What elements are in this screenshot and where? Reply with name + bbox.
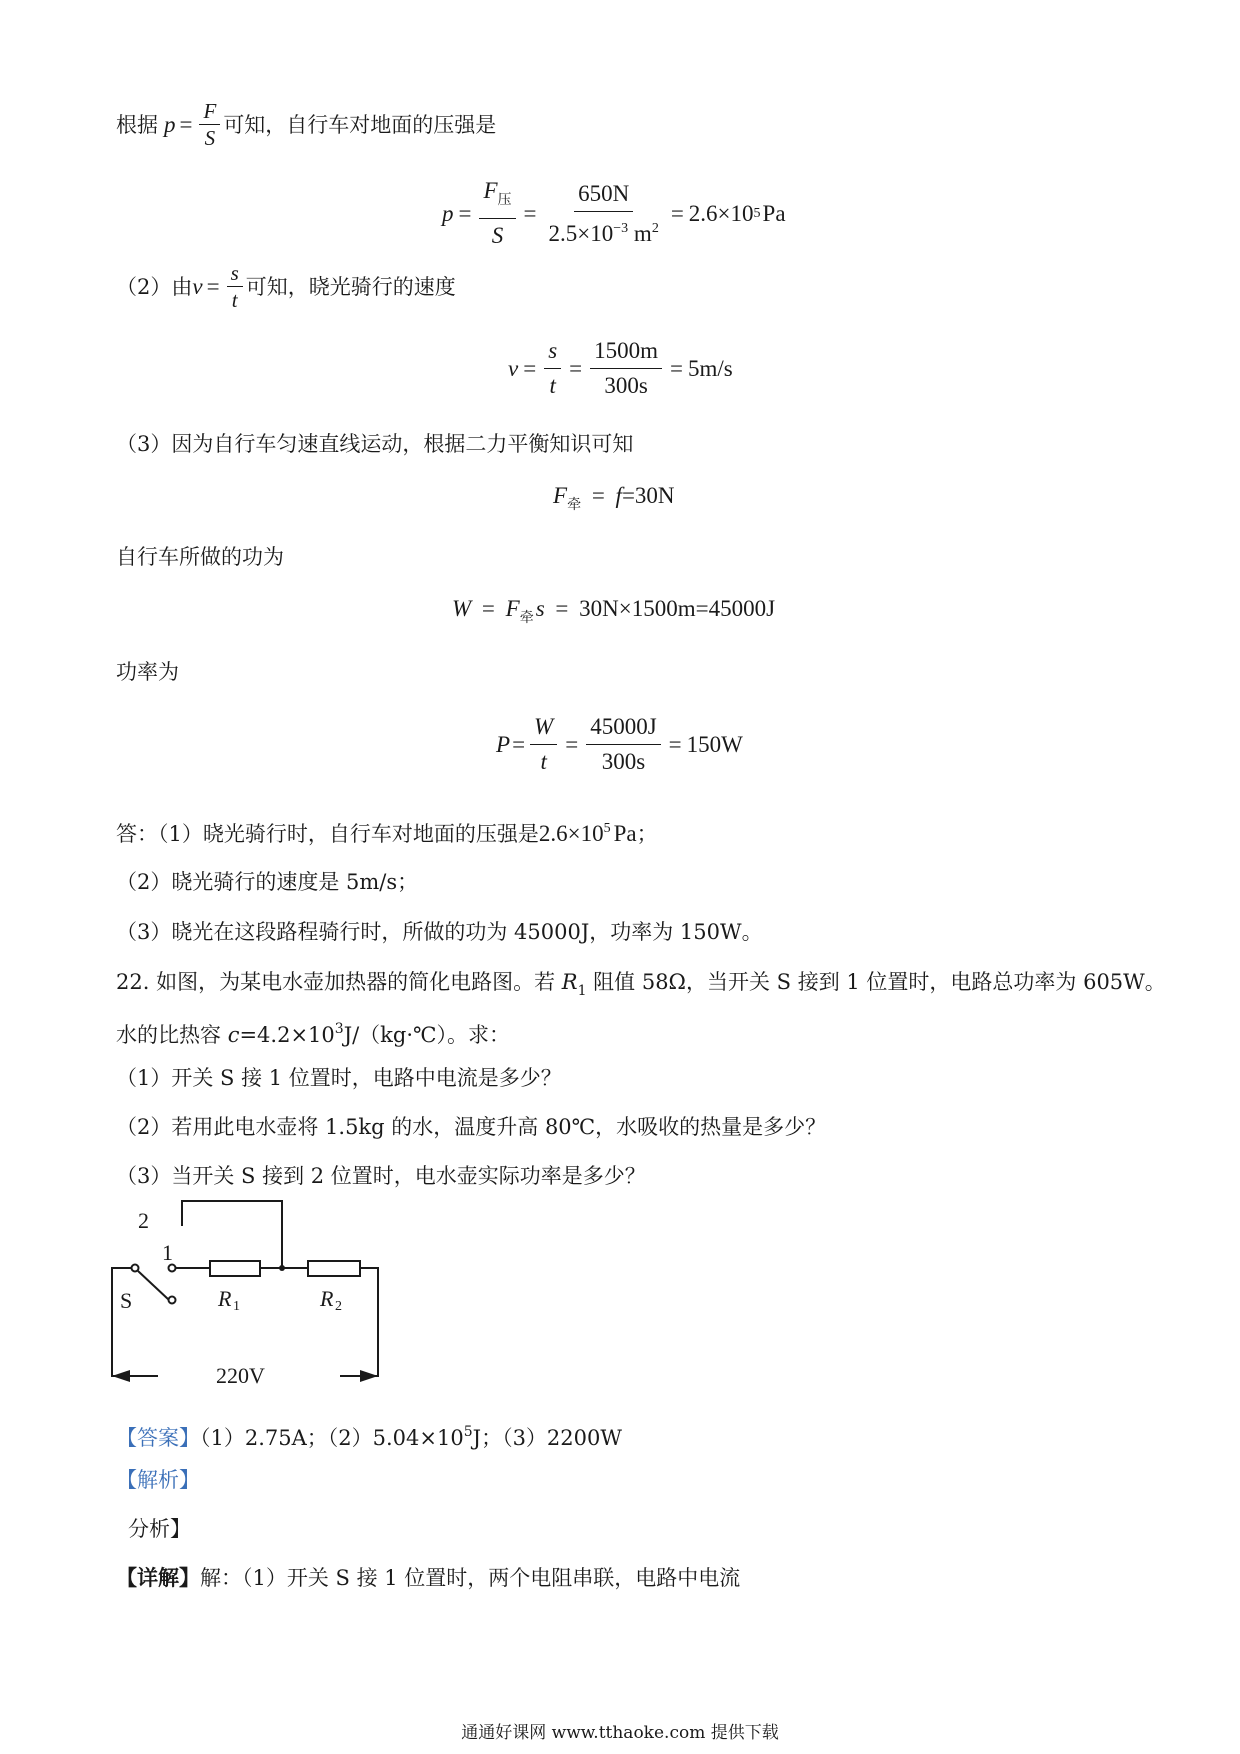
eq1-S: S: [491, 223, 504, 248]
q22-line2-c: J/（kg·℃）。求：: [343, 1023, 511, 1047]
equation-work: [452, 596, 775, 627]
answer-3: （3）晓光在这段路程骑行时，所做的功为 45000J，功率为 150W。: [116, 920, 763, 944]
eq5-W: W: [530, 712, 557, 745]
r2-label: R: [320, 1286, 334, 1311]
question-22-q3: （3）当开关 S 接到 2 位置时，电水壶实际功率是多少？: [116, 1164, 646, 1188]
r1-label: R: [218, 1286, 232, 1311]
analysis-tag: 【解析】: [116, 1468, 200, 1492]
eq4-s: s: [535, 596, 545, 621]
eq1-num: 650N: [574, 179, 633, 212]
eq1-den-a: 2.5×10: [548, 220, 614, 246]
eq5-eq3: =: [668, 731, 682, 757]
intro-fraction: [199, 100, 220, 149]
r1-sub: 1: [233, 1299, 240, 1314]
q22-line2-a: 水的比热容: [116, 1023, 228, 1047]
q22-line2-b: =4.2×10: [239, 1023, 335, 1047]
answer-exp: 5: [463, 1424, 473, 1440]
eq2-s: s: [544, 336, 561, 369]
intro-frac-den: S: [204, 126, 216, 150]
eq5-P: P: [496, 731, 511, 757]
step2-t: t: [231, 288, 238, 312]
step3-line: （3）因为自行车匀速直线运动，根据二力平衡知识可知: [116, 432, 634, 456]
eq3-f: f: [615, 483, 622, 508]
intro-eq-sign: =: [179, 111, 193, 137]
eq1-F: F: [483, 178, 498, 203]
answer-text-2: J；（3）2200W: [472, 1426, 622, 1450]
equation-force: [553, 483, 675, 514]
eq2-num: 1500m: [590, 336, 662, 369]
eq1-p: p: [442, 200, 454, 226]
q22-line1-b: 阻值 58Ω，当开关 S 接到 1 位置时，电路总功率为 605W。: [586, 970, 1166, 994]
resistor-r1: [210, 1261, 260, 1276]
eq5-eq: =: [512, 731, 526, 757]
resistor-r2: [308, 1261, 360, 1276]
eq1-den-exp2: 2: [651, 220, 659, 236]
eq1-res-a: 2.6×10: [688, 200, 754, 226]
eq3-F: F: [553, 483, 568, 508]
answer-1-unit: Pa: [613, 821, 637, 846]
answer-1-end: ；: [636, 822, 658, 846]
answer-1-exp: 5: [603, 821, 611, 836]
work-label: 自行车所做的功为: [116, 545, 284, 569]
eq2-frac-st: [544, 336, 561, 401]
answer-1: [116, 815, 658, 848]
answer-2: （2）晓光骑行的速度是 5m/s；: [116, 870, 419, 894]
q22-line2-exp: 3: [334, 1021, 344, 1037]
q22-R: R: [561, 970, 578, 994]
eq5-num: 45000J: [586, 712, 660, 745]
circuit-wire-right: [340, 1268, 378, 1376]
step2-frac: [227, 262, 243, 311]
eq5-eq2: =: [565, 731, 579, 757]
eq2-res: 5m/s: [688, 355, 733, 381]
equation-power: [496, 712, 743, 777]
eq1-den-b: m: [628, 220, 652, 246]
eq4-res: 30N×1500m=45000J: [579, 596, 776, 621]
eq4-eq: =: [481, 596, 495, 621]
eq1-den-exp: −3: [613, 220, 629, 236]
eq1-eq3: =: [670, 200, 684, 226]
q22-c: c: [227, 1023, 240, 1047]
eq2-den: 300s: [604, 373, 648, 398]
q22-line1-a: 22. 如图，为某电水壶加热器的简化电路图。若: [116, 970, 562, 994]
eq1-F-sub: 压: [497, 193, 512, 208]
answer-tag: 【答案】: [116, 1426, 200, 1450]
switch-pivot-lower: [169, 1297, 176, 1304]
answer-1-value: 2.6×10: [538, 821, 604, 846]
step2-s: s: [227, 262, 243, 287]
equation-speed: [508, 336, 733, 401]
switch-label: S: [120, 1288, 133, 1313]
eq1-frac-values: [545, 179, 663, 249]
step2-eq: =: [206, 273, 220, 299]
switch-blade: [138, 1271, 169, 1300]
question-22-q1: （1）开关 S 接 1 位置时，电路中电流是多少？: [116, 1066, 562, 1090]
eq1-eq2: =: [523, 200, 537, 226]
r2-sub: 2: [335, 1299, 342, 1314]
intro-line: [116, 100, 496, 149]
intro-frac-num: F: [199, 100, 220, 125]
eq4-eq2: =: [555, 596, 569, 621]
eq4-F-sub: 牵: [519, 611, 534, 626]
question-22-line-1: [116, 968, 1166, 1005]
eq1-frac-fs-num: [479, 176, 515, 219]
question-22-q2: （2）若用此电水壶将 1.5kg 的水，温度升高 80℃，水吸收的热量是多少？: [116, 1115, 827, 1139]
q22-R-sub: 1: [577, 983, 587, 999]
footer: 通通好课网 www.tthaoke.com 提供下载: [461, 1723, 779, 1743]
eq1-res-exp: 5: [753, 205, 761, 221]
step2-suffix: 可知，晓光骑行的速度: [245, 274, 456, 299]
arrow-right: [360, 1370, 378, 1382]
eq2-v: v: [508, 355, 519, 381]
contact-1: [169, 1265, 176, 1272]
eq4-F: F: [505, 596, 520, 621]
eq5-frac-wt: [530, 712, 557, 777]
detail-tag: 【详解】: [116, 1565, 200, 1590]
eq1-eq: =: [458, 200, 472, 226]
eq1-frac-fs: [479, 176, 515, 251]
switch-position-2: 2: [138, 1208, 149, 1233]
equation-pressure: [442, 176, 786, 251]
intro-prefix: 根据: [116, 112, 158, 137]
answer-line: [116, 1418, 622, 1452]
eq2-eq3: =: [670, 355, 684, 381]
analysis-text: 分析】: [128, 1517, 191, 1541]
eq2-frac-values: [590, 336, 662, 401]
voltage-label: 220V: [216, 1363, 265, 1388]
eq5-t: t: [540, 749, 547, 774]
eq2-t: t: [549, 373, 556, 398]
eq1-den: [545, 212, 663, 249]
arrow-left: [112, 1370, 130, 1382]
eq5-frac-values: [586, 712, 660, 777]
power-label: 功率为: [116, 660, 179, 684]
answer-text-1: （1）2.75A；（2）5.04×10: [200, 1426, 464, 1450]
intro-p: p: [164, 111, 176, 137]
eq3-eq: =: [591, 483, 605, 508]
eq3-res: =30N: [621, 483, 675, 508]
step2-v: v: [192, 273, 203, 299]
eq1-res-b: Pa: [762, 200, 786, 226]
switch-position-1: 1: [162, 1240, 173, 1265]
eq3-F-sub: 牵: [567, 498, 582, 513]
eq5-den: 300s: [601, 749, 646, 774]
junction-dot: [279, 1265, 285, 1271]
eq5-res: 150W: [686, 731, 743, 757]
circuit-diagram: [100, 1196, 400, 1396]
step2-prefix: （2）由: [116, 274, 193, 299]
step2-line: [116, 262, 456, 311]
circuit-bypass-wire: [182, 1201, 282, 1268]
eq2-eq: =: [523, 355, 537, 381]
eq4-W: W: [452, 596, 472, 621]
question-22-line-2: [116, 1015, 510, 1049]
intro-suffix: 可知，自行车对地面的压强是: [223, 112, 497, 137]
eq2-eq2: =: [569, 355, 583, 381]
switch-pivot: [132, 1265, 139, 1272]
detail-text: 解：（1）开关 S 接 1 位置时，两个电阻串联，电路中电流: [200, 1566, 741, 1590]
detail-line: [116, 1564, 740, 1592]
answer-1-text: 答：（1）晓光骑行时，自行车对地面的压强是: [116, 822, 539, 846]
